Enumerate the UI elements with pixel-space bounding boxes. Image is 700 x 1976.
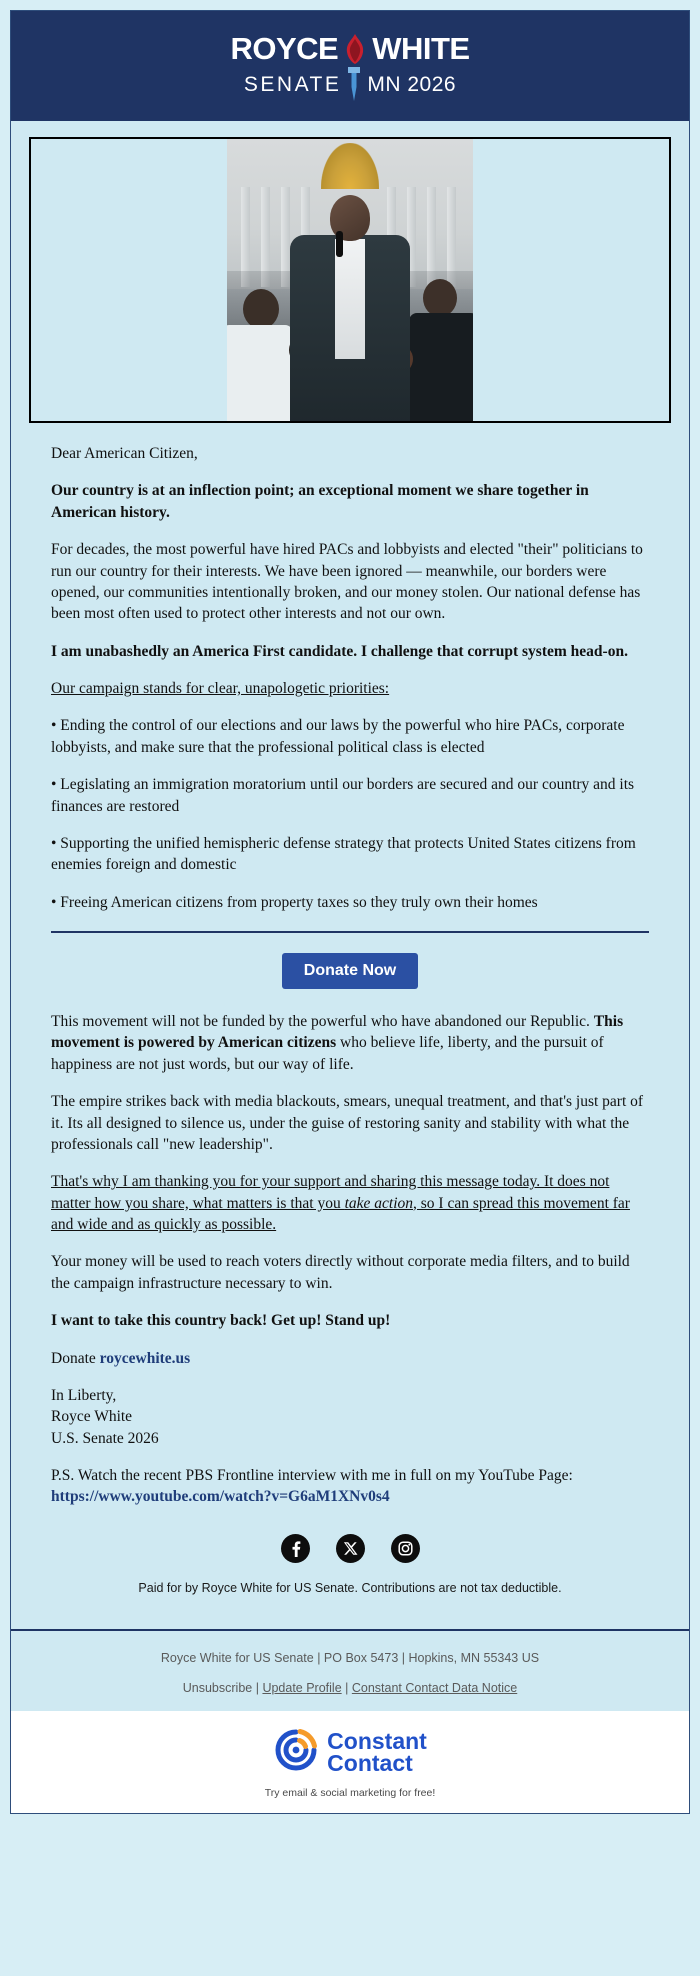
salutation: Dear American Citizen, [51, 445, 198, 462]
priority-bullet: • Legislating an immigration moratorium until our borders are secured and our country and its finances are restored [51, 776, 635, 815]
donate-label: Donate [51, 1349, 100, 1367]
constant-contact-branding [11, 1711, 689, 1813]
ps-block [51, 1465, 649, 1508]
instagram-icon[interactable] [391, 1534, 420, 1563]
logo-first-name: ROYCE [230, 31, 339, 66]
priorities-heading: Our campaign stands for clear, unapologetic priorities: [51, 680, 390, 697]
lead-statement: Our country is at an inflection point; an exceptional moment we share together in American history. [51, 482, 589, 521]
logo-last-name: WHITE [372, 31, 470, 66]
paid-for-disclaimer: Paid for by Royce White for US Senate. Contributions are not tax deductible. [138, 1580, 562, 1595]
priority-bullet: • Ending the control of our elections and our laws by the powerful who hire PACs, corporate lobbyists, and make sure that the professional political class is elected [51, 717, 625, 756]
ps-text: P.S. Watch the recent PBS Frontline interview with me in full on my YouTube Page: [51, 1467, 573, 1484]
cc-logo-row [11, 1727, 689, 1778]
priority-bullet: • Supporting the unified hemispheric defense strategy that protects United States citizens from enemies foreign and domestic [51, 834, 636, 874]
email-container [10, 10, 690, 1814]
paragraph-empire: The empire strikes back with media blackouts, smears, unequal treatment, and that's just part of it. Its all designed to silence us, under the guise of restoring sanity and stability with what the professionals call "new leadership". [51, 1093, 644, 1153]
logo-state-year: MN 2026 [367, 72, 457, 96]
logo-senate-label: SENATE [243, 72, 342, 96]
thanks-text-2: , so I can spread this movement far and wide and as quickly as possible. [51, 1194, 630, 1233]
thanks-text-1: That's why I am thanking you for your support and sharing this message today. It does not matter how you share, what matters is that you [51, 1173, 610, 1212]
footer-address: Royce White for US Senate | PO Box 5473 | Hopkins, MN 55343 US [160, 1650, 540, 1665]
hero-section [11, 121, 689, 423]
movement-text-2: who believe life, liberty, and the pursuit of happiness are not just words, but our way of life. [51, 1034, 604, 1073]
donate-now-button[interactable]: Donate Now [282, 953, 418, 989]
torch-flame-icon [342, 34, 368, 64]
donate-line [51, 1348, 649, 1369]
footer [11, 1631, 689, 1711]
logo-wordmark [11, 33, 689, 64]
sign-title: U.S. Senate 2026 [51, 1429, 159, 1447]
torch-handle-icon [348, 67, 360, 101]
donate-button-wrap [51, 953, 649, 989]
paragraph-america-first: I am unabashedly an America First candidate. I challenge that corrupt system head-on. [51, 642, 628, 660]
data-notice-link[interactable]: Constant Contact Data Notice [351, 1680, 518, 1695]
cc-brand-line2: Contact [327, 1750, 413, 1777]
footer-sep: | [252, 1680, 263, 1695]
sign-name: Royce White [51, 1408, 133, 1426]
divider [51, 931, 649, 933]
paragraph-takeback: I want to take this country back! Get up! Stand up! [51, 1312, 391, 1330]
email-header [11, 11, 689, 121]
candidate-photo [227, 139, 473, 421]
social-links [51, 1534, 649, 1563]
signature-block [51, 1385, 649, 1449]
logo-subline [11, 67, 689, 101]
footer-links [31, 1681, 669, 1695]
hero-image-frame [29, 137, 671, 423]
paragraph-thanks [51, 1171, 649, 1235]
constant-contact-logo-icon [273, 1727, 319, 1778]
cc-brand-line1: Constant [327, 1727, 427, 1754]
paragraph-money: Your money will be used to reach voters directly without corporate media filters, and to build the campaign infrastructure necessary to win. [51, 1253, 630, 1292]
thanks-text-italic: take action [344, 1194, 414, 1212]
sign-off: In Liberty, [51, 1386, 117, 1404]
x-twitter-icon[interactable] [336, 1534, 365, 1563]
cc-logo-text [327, 1727, 427, 1777]
roycewhite-link[interactable]: roycewhite.us [99, 1349, 191, 1367]
facebook-icon[interactable] [281, 1534, 310, 1563]
movement-text-1: This movement will not be funded by the powerful who have abandoned our Republic. [51, 1013, 594, 1030]
movement-text-bold: This movement is powered by American citizens [51, 1013, 624, 1052]
priority-bullet: • Freeing American citizens from property taxes so they truly own their homes [51, 893, 538, 911]
unsubscribe-link[interactable]: Unsubscribe [182, 1680, 253, 1695]
paragraph-decades: For decades, the most powerful have hired PACs and lobbyists and elected "their" politicians to run our country for their interests. We have been ignored — meanwhile, our borders were opened, our communities intentionally broken, and our money stolen. Our national defense has been most often used to protect other interests and not our own. [51, 541, 643, 623]
youtube-link[interactable]: https://www.youtube.com/watch?v=G6aM1XNv0s4 [51, 1488, 390, 1506]
paragraph-movement [51, 1011, 649, 1075]
cc-tagline: Try email & social marketing for free! [264, 1786, 436, 1799]
footer-sep: | [341, 1680, 352, 1695]
update-profile-link[interactable]: Update Profile [262, 1680, 342, 1695]
email-body [11, 423, 689, 1629]
